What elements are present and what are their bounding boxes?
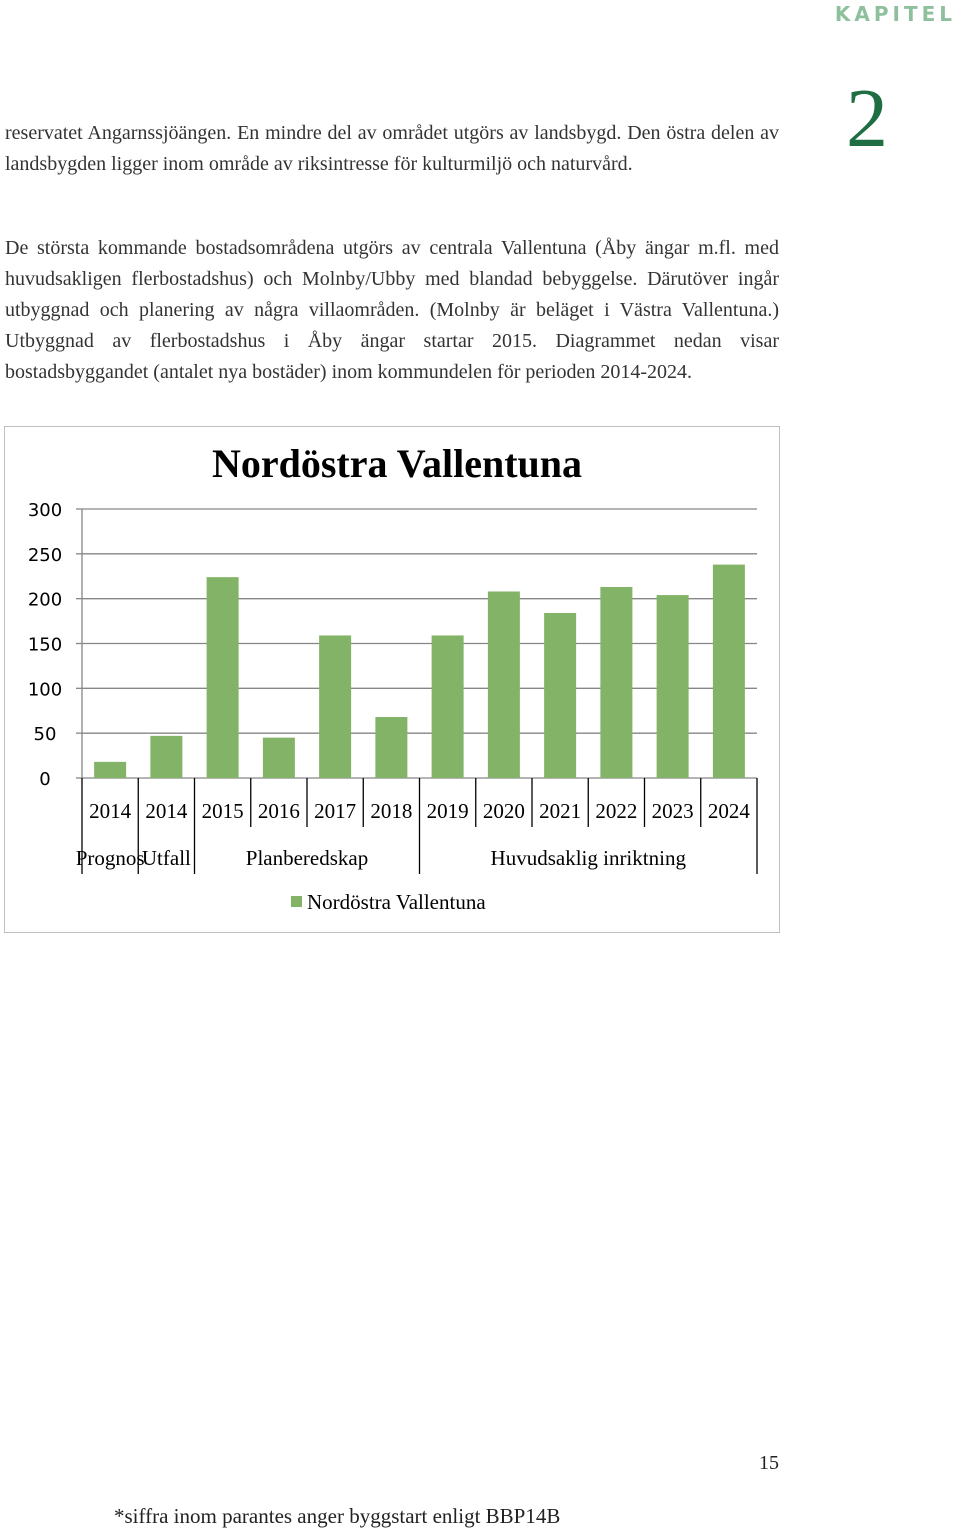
y-tick-label: 0 [39,769,51,790]
legend-swatch [291,896,302,907]
bar-chart [4,426,780,933]
bar [150,736,182,778]
bar [600,587,632,778]
x-tick-label: 2016 [257,799,300,823]
y-tick-label: 300 [27,500,63,521]
y-tick-label: 200 [27,589,63,611]
chapter-label: KAPITEL [834,2,956,26]
y-tick-label: 100 [27,679,63,701]
footnote: *siffra inom parantes anger byggstart enligt BBP14B [114,1504,561,1528]
bar [488,591,520,778]
x-tick-label: 2015 [201,799,244,823]
x-tick-label: 2017 [314,799,357,823]
x-tick-label: 2018 [370,799,413,823]
bar [94,762,126,778]
x-tick-label: 2020 [482,799,525,823]
bar [375,717,407,778]
bar [207,577,239,778]
group-label: Utfall [141,846,191,870]
y-tick-label: 50 [33,724,57,746]
group-label: Huvudsaklig inriktning [490,846,686,870]
page-number: 15 [759,1452,779,1474]
chapter-number: 2 [846,72,888,165]
bar [319,635,351,778]
x-tick-label: 2021 [539,799,582,823]
y-tick-label: 250 [27,544,63,566]
group-label: Planberedskap [245,846,369,870]
bar [263,738,295,778]
bar [713,565,745,778]
paragraph-bostadsomraden: De största kommande bostadsområdena utgörs av centrala Vallentuna (Åby ängar m.fl. med huvudsakligen flerbostadshus) och Molnby/Ubby med blandad bebyggelse. Därutöver ingår utbyggnad och planering av några villaområden. (Molnby är beläget i Västra Vallentuna.) Utbyggnad av flerbostadshus i Åby ängar startar 2015. Diagrammet nedan visar bostadsbyggandet (antalet nya bostäder) inom kommundelen för perioden 2014-2024. [5,237,779,383]
chart-canvas [5,427,779,932]
chart-title: Nordöstra Vallentuna [211,441,583,486]
x-tick-label: 2023 [651,799,694,823]
x-tick-label: 2024 [707,799,750,823]
x-tick-label: 2014 [89,799,132,823]
legend-label: Nordöstra Vallentuna [307,890,486,914]
bar [657,595,689,778]
x-tick-label: 2014 [145,799,188,823]
x-tick-label: 2022 [595,799,638,823]
paragraph-landsbygd: reservatet Angarnssjöängen. En mindre del av området utgörs av landsbygd. Den östra delen av landsbygden ligger inom område av riksintresse för kulturmiljö och naturvård. [5,122,779,175]
bar [432,635,464,778]
bar [544,613,576,778]
y-tick-label: 150 [27,634,63,656]
x-tick-label: 2019 [426,799,469,823]
group-label: Prognos [75,846,145,870]
